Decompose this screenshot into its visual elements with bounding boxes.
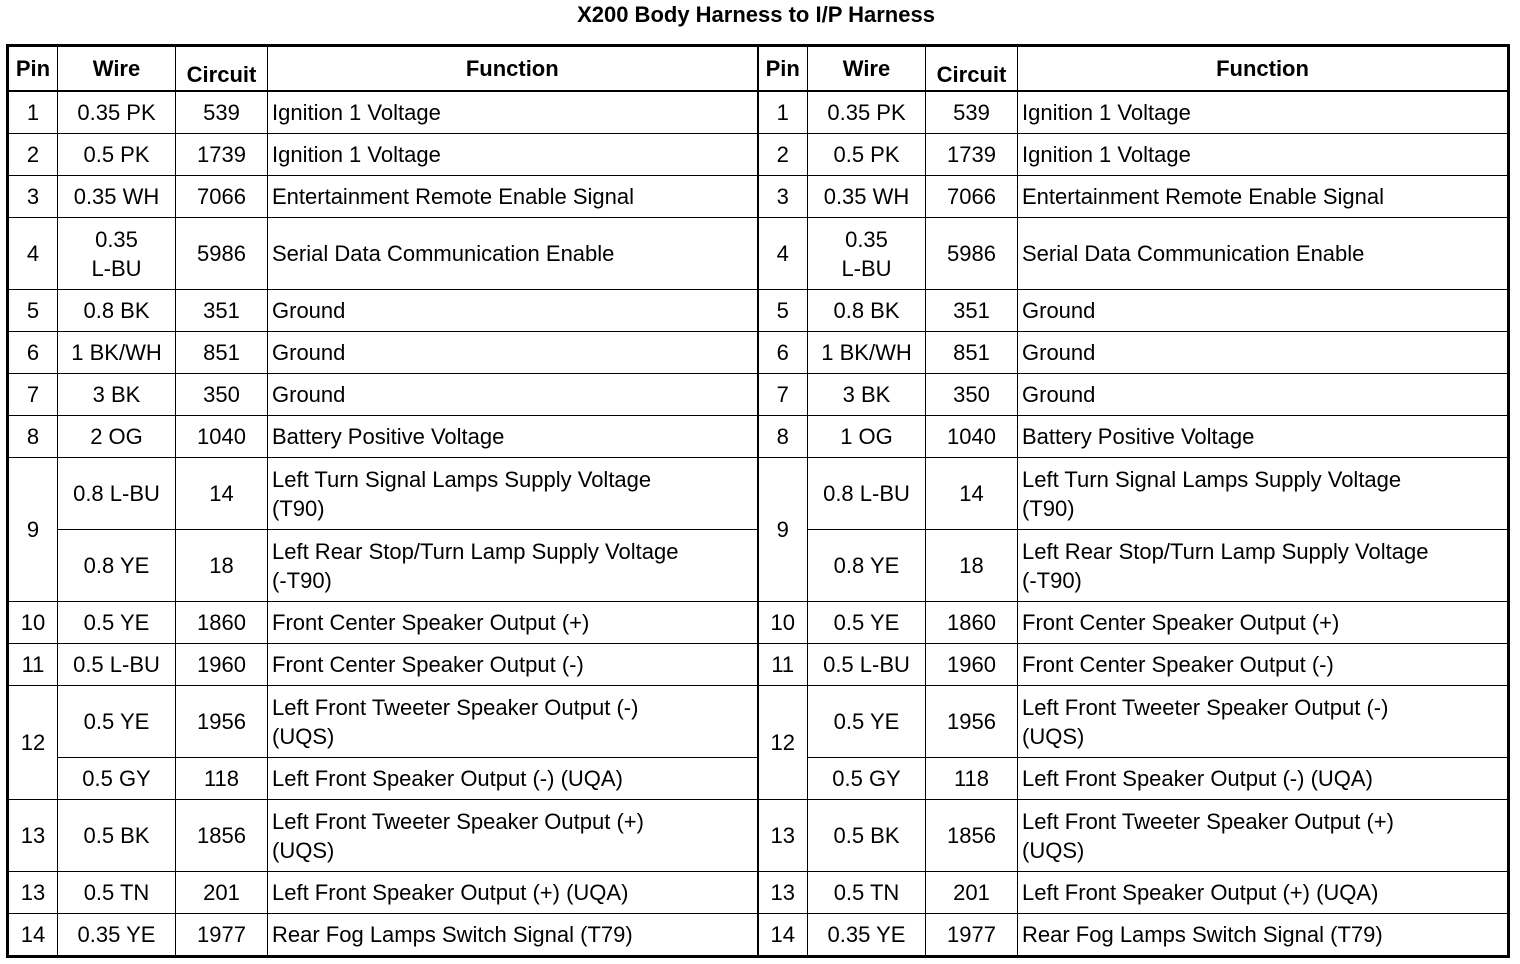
table-row bbox=[8, 176, 1509, 218]
circuit-cell: 1960 bbox=[176, 644, 268, 686]
wire-cell: 2 OG bbox=[58, 416, 176, 458]
function-line: (UQS) bbox=[272, 723, 335, 749]
pin-cell: 3 bbox=[758, 176, 808, 218]
pin-cell: 8 bbox=[758, 416, 808, 458]
function-cell: Ground bbox=[1018, 290, 1509, 332]
pin-cell: 1 bbox=[758, 91, 808, 134]
wire-cell: 3 BK bbox=[808, 374, 926, 416]
circuit-cell: 18 bbox=[176, 530, 268, 602]
wire-cell: 0.5 PK bbox=[58, 134, 176, 176]
circuit-cell: 201 bbox=[176, 872, 268, 914]
function-cell: Entertainment Remote Enable Signal bbox=[268, 176, 758, 218]
function-cell: Ground bbox=[1018, 332, 1509, 374]
function-cell: Serial Data Communication Enable bbox=[268, 218, 758, 290]
circuit-cell: 539 bbox=[176, 91, 268, 134]
function-cell: Ground bbox=[268, 290, 758, 332]
circuit-cell: 1860 bbox=[926, 602, 1018, 644]
function-cell: Entertainment Remote Enable Signal bbox=[1018, 176, 1509, 218]
function-cell: Front Center Speaker Output (-) bbox=[268, 644, 758, 686]
wire-cell: 0.8 YE bbox=[808, 530, 926, 602]
table-row bbox=[8, 134, 1509, 176]
function-line: Left Front Tweeter Speaker Output (+) bbox=[272, 808, 644, 834]
wire-cell: 0.8 BK bbox=[58, 290, 176, 332]
pin-cell: 12 bbox=[758, 686, 808, 800]
pin-cell: 13 bbox=[8, 872, 58, 914]
table-row bbox=[8, 602, 1509, 644]
circuit-cell: 1040 bbox=[176, 416, 268, 458]
wire-line: 0.35 bbox=[845, 226, 888, 252]
wire-cell: 0.5 TN bbox=[58, 872, 176, 914]
function-cell bbox=[1018, 458, 1509, 530]
wire-line: L-BU bbox=[91, 255, 142, 281]
wire-cell: 0.5 YE bbox=[808, 602, 926, 644]
wire-header: Wire bbox=[808, 46, 926, 92]
pin-header: Pin bbox=[758, 46, 808, 92]
function-line: Left Front Tweeter Speaker Output (+) bbox=[1022, 808, 1394, 834]
pin-cell: 13 bbox=[8, 800, 58, 872]
function-cell: Rear Fog Lamps Switch Signal (T79) bbox=[268, 914, 758, 957]
function-line: Left Front Tweeter Speaker Output (-) bbox=[272, 694, 639, 720]
wire-cell: 0.35 YE bbox=[58, 914, 176, 957]
pin-cell: 5 bbox=[758, 290, 808, 332]
function-cell: Ignition 1 Voltage bbox=[268, 134, 758, 176]
wire-cell: 0.8 YE bbox=[58, 530, 176, 602]
function-line: (UQS) bbox=[1022, 723, 1085, 749]
circuit-cell: 351 bbox=[926, 290, 1018, 332]
function-cell: Serial Data Communication Enable bbox=[1018, 218, 1509, 290]
circuit-cell: 118 bbox=[926, 758, 1018, 800]
circuit-cell: 7066 bbox=[926, 176, 1018, 218]
function-cell: Battery Positive Voltage bbox=[1018, 416, 1509, 458]
function-line: (T90) bbox=[1022, 495, 1075, 521]
table-row bbox=[8, 458, 1509, 530]
pin-cell: 9 bbox=[8, 458, 58, 602]
wire-cell: 1 BK/WH bbox=[58, 332, 176, 374]
function-cell: Ground bbox=[268, 332, 758, 374]
function-cell: Front Center Speaker Output (+) bbox=[1018, 602, 1509, 644]
wire-cell: 0.5 GY bbox=[808, 758, 926, 800]
function-header: Function bbox=[1018, 46, 1509, 92]
pin-cell: 4 bbox=[8, 218, 58, 290]
circuit-cell: 1040 bbox=[926, 416, 1018, 458]
pin-cell: 13 bbox=[758, 872, 808, 914]
function-cell: Ignition 1 Voltage bbox=[268, 91, 758, 134]
wire-cell: 0.35 PK bbox=[58, 91, 176, 134]
pin-cell: 11 bbox=[8, 644, 58, 686]
circuit-cell: 5986 bbox=[926, 218, 1018, 290]
circuit-cell: 1856 bbox=[176, 800, 268, 872]
pin-cell: 13 bbox=[758, 800, 808, 872]
function-cell: Ignition 1 Voltage bbox=[1018, 134, 1509, 176]
function-header: Function bbox=[268, 46, 758, 92]
function-line: Left Rear Stop/Turn Lamp Supply Voltage bbox=[272, 538, 679, 564]
pin-cell: 7 bbox=[758, 374, 808, 416]
function-cell: Front Center Speaker Output (+) bbox=[268, 602, 758, 644]
pin-cell: 3 bbox=[8, 176, 58, 218]
function-line: Left Rear Stop/Turn Lamp Supply Voltage bbox=[1022, 538, 1429, 564]
function-cell: Ground bbox=[1018, 374, 1509, 416]
function-cell: Left Front Speaker Output (-) (UQA) bbox=[1018, 758, 1509, 800]
circuit-cell: 350 bbox=[176, 374, 268, 416]
function-cell bbox=[268, 458, 758, 530]
table-row bbox=[8, 332, 1509, 374]
circuit-cell: 1739 bbox=[176, 134, 268, 176]
table-row bbox=[8, 218, 1509, 290]
function-cell bbox=[1018, 800, 1509, 872]
wire-cell: 0.35 WH bbox=[808, 176, 926, 218]
circuit-cell: 14 bbox=[176, 458, 268, 530]
pin-cell: 6 bbox=[8, 332, 58, 374]
wire-header: Wire bbox=[58, 46, 176, 92]
circuit-cell: 1739 bbox=[926, 134, 1018, 176]
function-line: Left Turn Signal Lamps Supply Voltage bbox=[272, 466, 652, 492]
function-cell: Battery Positive Voltage bbox=[268, 416, 758, 458]
wire-cell: 0.5 YE bbox=[58, 602, 176, 644]
function-line: (UQS) bbox=[1022, 837, 1085, 863]
function-cell: Ignition 1 Voltage bbox=[1018, 91, 1509, 134]
wire-cell: 3 BK bbox=[58, 374, 176, 416]
wire-cell: 0.5 GY bbox=[58, 758, 176, 800]
wire-cell: 0.5 BK bbox=[58, 800, 176, 872]
function-line: Left Front Tweeter Speaker Output (-) bbox=[1022, 694, 1389, 720]
circuit-cell: 1956 bbox=[926, 686, 1018, 758]
wire-cell: 0.5 PK bbox=[808, 134, 926, 176]
function-cell bbox=[268, 686, 758, 758]
table-row bbox=[8, 644, 1509, 686]
pin-cell: 1 bbox=[8, 91, 58, 134]
circuit-cell: 350 bbox=[926, 374, 1018, 416]
wire-cell: 0.8 L-BU bbox=[808, 458, 926, 530]
table-row bbox=[8, 416, 1509, 458]
wire-cell: 0.5 L-BU bbox=[58, 644, 176, 686]
wire-cell: 0.5 L-BU bbox=[808, 644, 926, 686]
table-row bbox=[8, 914, 1509, 957]
wire-line: L-BU bbox=[841, 255, 892, 281]
pin-cell: 7 bbox=[8, 374, 58, 416]
pin-cell: 14 bbox=[8, 914, 58, 957]
wire-line: 0.35 bbox=[95, 226, 138, 252]
pin-cell: 8 bbox=[8, 416, 58, 458]
circuit-cell: 1977 bbox=[176, 914, 268, 957]
wire-cell: 0.35 PK bbox=[808, 91, 926, 134]
wire-cell: 0.8 BK bbox=[808, 290, 926, 332]
circuit-cell: 201 bbox=[926, 872, 1018, 914]
pin-cell: 4 bbox=[758, 218, 808, 290]
circuit-cell: 14 bbox=[926, 458, 1018, 530]
function-cell: Left Front Speaker Output (+) (UQA) bbox=[1018, 872, 1509, 914]
header-row bbox=[8, 46, 1509, 92]
wire-cell: 0.5 BK bbox=[808, 800, 926, 872]
circuit-cell: 1956 bbox=[176, 686, 268, 758]
table-row bbox=[8, 290, 1509, 332]
wire-cell: 1 BK/WH bbox=[808, 332, 926, 374]
page-title: X200 Body Harness to I/P Harness bbox=[577, 2, 935, 27]
function-line: (UQS) bbox=[272, 837, 335, 863]
wire-cell: 0.35 YE bbox=[808, 914, 926, 957]
circuit-cell: 1977 bbox=[926, 914, 1018, 957]
pin-cell: 12 bbox=[8, 686, 58, 800]
table-row bbox=[8, 686, 1509, 758]
function-cell: Ground bbox=[268, 374, 758, 416]
circuit-header: Circuit bbox=[176, 46, 268, 92]
function-cell bbox=[268, 530, 758, 602]
pin-cell: 6 bbox=[758, 332, 808, 374]
function-cell bbox=[1018, 530, 1509, 602]
pin-cell: 10 bbox=[758, 602, 808, 644]
function-cell: Left Front Speaker Output (+) (UQA) bbox=[268, 872, 758, 914]
circuit-header: Circuit bbox=[926, 46, 1018, 92]
wire-cell bbox=[808, 218, 926, 290]
wire-cell: 0.5 TN bbox=[808, 872, 926, 914]
table-row bbox=[8, 374, 1509, 416]
function-cell: Front Center Speaker Output (-) bbox=[1018, 644, 1509, 686]
circuit-cell: 7066 bbox=[176, 176, 268, 218]
circuit-cell: 1856 bbox=[926, 800, 1018, 872]
table-row bbox=[8, 872, 1509, 914]
function-cell bbox=[268, 800, 758, 872]
wire-cell: 1 OG bbox=[808, 416, 926, 458]
wire-cell: 0.35 WH bbox=[58, 176, 176, 218]
circuit-cell: 1860 bbox=[176, 602, 268, 644]
pin-cell: 14 bbox=[758, 914, 808, 957]
table-row bbox=[8, 800, 1509, 872]
pin-header: Pin bbox=[8, 46, 58, 92]
pin-cell: 5 bbox=[8, 290, 58, 332]
pin-cell: 9 bbox=[758, 458, 808, 602]
function-line: (-T90) bbox=[272, 567, 332, 593]
function-line: (-T90) bbox=[1022, 567, 1082, 593]
wire-cell: 0.5 YE bbox=[808, 686, 926, 758]
wire-cell: 0.8 L-BU bbox=[58, 458, 176, 530]
pin-cell: 2 bbox=[8, 134, 58, 176]
function-cell bbox=[1018, 686, 1509, 758]
circuit-cell: 351 bbox=[176, 290, 268, 332]
circuit-cell: 851 bbox=[176, 332, 268, 374]
wire-cell bbox=[58, 218, 176, 290]
pin-cell: 2 bbox=[758, 134, 808, 176]
circuit-cell: 5986 bbox=[176, 218, 268, 290]
circuit-cell: 851 bbox=[926, 332, 1018, 374]
circuit-cell: 539 bbox=[926, 91, 1018, 134]
pin-cell: 11 bbox=[758, 644, 808, 686]
circuit-cell: 1960 bbox=[926, 644, 1018, 686]
function-cell: Rear Fog Lamps Switch Signal (T79) bbox=[1018, 914, 1509, 957]
function-line: (T90) bbox=[272, 495, 325, 521]
function-line: Left Turn Signal Lamps Supply Voltage bbox=[1022, 466, 1402, 492]
circuit-cell: 118 bbox=[176, 758, 268, 800]
circuit-cell: 18 bbox=[926, 530, 1018, 602]
wire-cell: 0.5 YE bbox=[58, 686, 176, 758]
table-row bbox=[8, 91, 1509, 134]
function-cell: Left Front Speaker Output (-) (UQA) bbox=[268, 758, 758, 800]
pin-cell: 10 bbox=[8, 602, 58, 644]
connector-table bbox=[6, 44, 1510, 958]
